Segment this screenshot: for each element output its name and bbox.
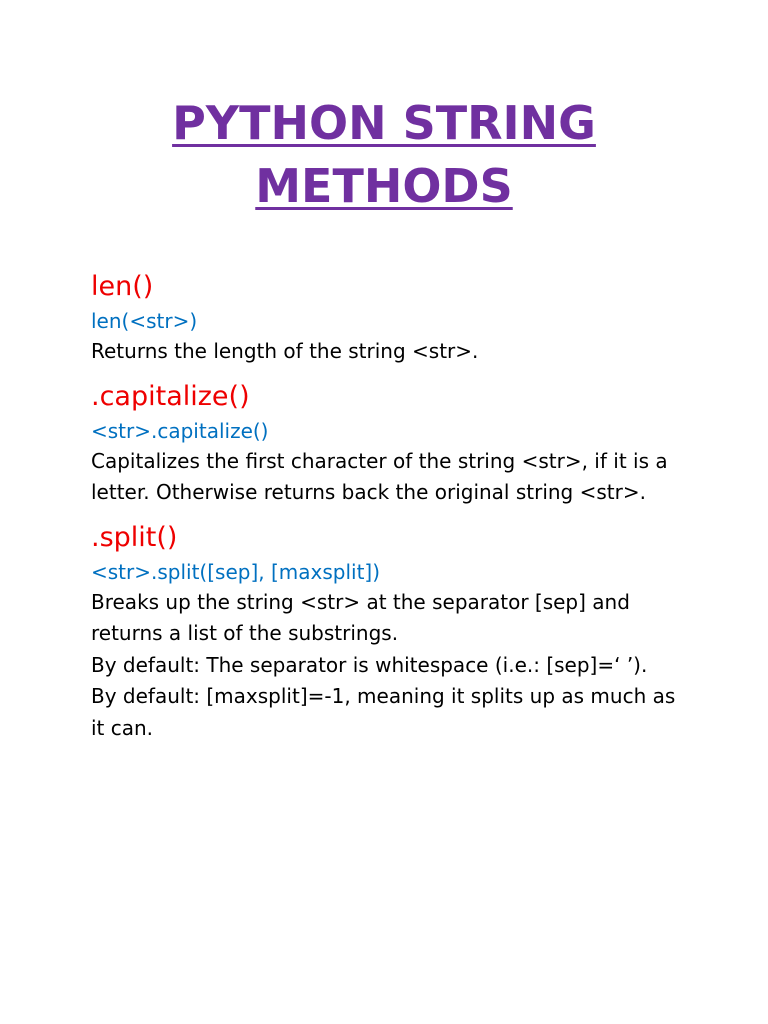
method-default-separator: By default: The separator is whitespace (i.e.: [sep]=‘ ’). (91, 652, 648, 677)
method-description: Returns the length of the string <str>. (91, 339, 479, 363)
page-title-line-1: PYTHON STRING (172, 96, 596, 150)
method-signature: len(<str>) (91, 309, 198, 333)
method-default-maxsplit: By default: [maxsplit]=-1, meaning it splits up as much as it can. (91, 684, 676, 740)
method-signature: <str>.capitalize() (91, 418, 269, 443)
method-description: Breaks up the string <str> at the separator [sep] and returns a list of the substrings. (91, 589, 630, 645)
method-section-split (91, 519, 691, 745)
method-name: len() (91, 271, 154, 302)
methods-list (91, 268, 691, 754)
page-title-line-2: METHODS (255, 159, 513, 213)
method-section-len (91, 268, 691, 368)
page-title (0, 92, 768, 218)
method-description: Capitalizes the first character of the string <str>, if it is a letter. Otherwise returns back the original string <str>. (91, 448, 668, 504)
method-signature: <str>.split([sep], [maxsplit]) (91, 559, 381, 584)
method-name: .split() (91, 521, 178, 553)
method-name: .capitalize() (91, 380, 250, 412)
method-section-capitalize (91, 378, 691, 509)
